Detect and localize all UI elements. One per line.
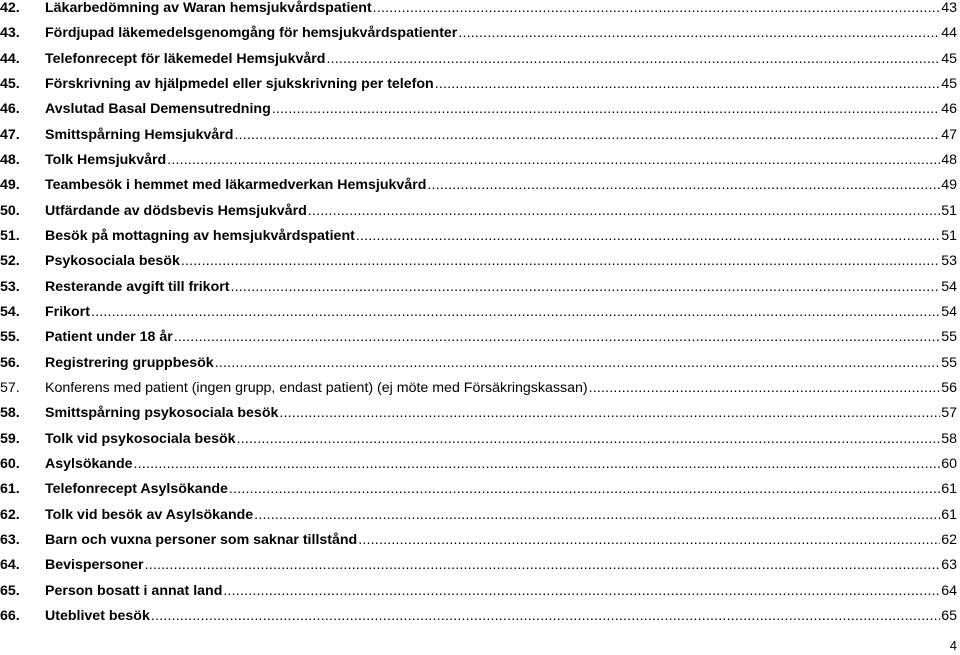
toc-entry-page[interactable]: 61 — [941, 481, 957, 498]
toc-entry-page[interactable]: 47 — [941, 126, 957, 143]
toc-entry-page[interactable]: 58 — [941, 430, 957, 447]
toc-entry-title[interactable]: Tolk vid psykosociala besök — [45, 430, 236, 447]
toc-entry-page[interactable]: 56 — [941, 379, 957, 396]
toc-entry[interactable] — [0, 228, 957, 253]
toc-entry-number: 45. — [0, 75, 20, 92]
toc-entry[interactable] — [0, 279, 957, 304]
toc-dot-leader — [356, 228, 940, 244]
toc-entry[interactable] — [0, 557, 957, 582]
toc-entry[interactable] — [0, 51, 957, 76]
toc-entry-page[interactable]: 45 — [941, 50, 957, 67]
toc-entry-page[interactable]: 51 — [941, 202, 957, 219]
toc-entry-page[interactable]: 55 — [941, 354, 957, 371]
toc-entry[interactable] — [0, 152, 957, 177]
toc-entry-number: 42. — [0, 0, 20, 16]
toc-entry-number: 63. — [0, 531, 20, 548]
toc-entry[interactable] — [0, 532, 957, 557]
toc-entry-page[interactable]: 54 — [941, 303, 957, 320]
toc-entry-title[interactable]: Uteblivet besök — [45, 607, 150, 624]
toc-entry-number: 50. — [0, 202, 20, 219]
toc-entry-page[interactable]: 53 — [941, 253, 957, 270]
toc-entry[interactable] — [0, 380, 957, 405]
toc-dot-leader — [358, 532, 940, 548]
toc-entry-title[interactable]: Konferens med patient (ingen grupp, endast patient) (ej möte med Försäkringskassan) — [45, 379, 588, 396]
toc-entry-title[interactable]: Tolk vid besök av Asylsökande — [45, 506, 254, 523]
toc-entry[interactable] — [0, 608, 957, 633]
toc-entry[interactable] — [0, 329, 957, 354]
toc-entry-title[interactable]: Smittspårning Hemsjukvård — [45, 126, 234, 143]
toc-entry-title[interactable]: Psykosociala besök — [45, 253, 180, 270]
toc-entry-page[interactable]: 62 — [941, 531, 957, 548]
toc-dot-leader — [145, 557, 941, 573]
toc-dot-leader — [174, 329, 940, 345]
page-number: 4 — [949, 638, 957, 653]
toc-entry-title[interactable]: Besök på mottagning av hemsjukvårdspatient — [45, 227, 355, 244]
toc-entry-title[interactable]: Telefonrecept Asylsökande — [45, 481, 228, 498]
toc-entry-number: 61. — [0, 481, 20, 498]
toc-entry-title[interactable]: Barn och vuxna personer som saknar tillstånd — [45, 531, 358, 548]
toc-dot-leader — [237, 431, 941, 447]
toc-entry-title[interactable]: Teambesök i hemmet med läkarmedverkan Hemsjukvård — [45, 177, 427, 194]
toc-entry-title[interactable]: Patient under 18 år — [45, 329, 173, 346]
toc-dot-leader — [435, 76, 941, 92]
toc-entry-title[interactable]: Registrering gruppbesök — [45, 354, 214, 371]
toc-entry[interactable] — [0, 253, 957, 278]
toc-dot-leader — [223, 583, 940, 599]
toc-entry[interactable] — [0, 456, 957, 481]
toc-entry-page[interactable]: 43 — [941, 0, 957, 16]
toc-entry-page[interactable]: 65 — [941, 607, 957, 624]
toc-entry-page[interactable]: 57 — [941, 405, 957, 422]
toc-entry-page[interactable]: 55 — [941, 329, 957, 346]
toc-entry-number: 66. — [0, 607, 20, 624]
toc-entry[interactable] — [0, 25, 957, 50]
toc-dot-leader — [215, 355, 941, 371]
toc-dot-leader — [373, 0, 941, 16]
toc-entry-number: 53. — [0, 278, 20, 295]
toc-entry-title[interactable]: Frikort — [45, 303, 90, 320]
toc-entry-number: 48. — [0, 151, 20, 168]
toc-dot-leader — [234, 127, 940, 143]
toc-dot-leader — [272, 101, 940, 117]
toc-entry-page[interactable]: 63 — [941, 557, 957, 574]
toc-entry[interactable] — [0, 507, 957, 532]
toc-dot-leader — [279, 405, 940, 421]
toc-entry-number: 56. — [0, 354, 20, 371]
toc-entry-title[interactable]: Avslutad Basal Demensutredning — [45, 101, 271, 118]
toc-dot-leader — [134, 456, 941, 472]
toc-dot-leader — [326, 51, 940, 67]
toc-entry-page[interactable]: 64 — [941, 582, 957, 599]
toc-entry-number: 60. — [0, 455, 20, 472]
toc-entry[interactable] — [0, 203, 957, 228]
toc-entry-number: 64. — [0, 557, 20, 574]
toc-entry-page[interactable]: 46 — [941, 101, 957, 118]
toc-entry-title[interactable]: Telefonrecept för läkemedel Hemsjukvård — [45, 50, 326, 67]
toc-entry-page[interactable]: 61 — [941, 506, 957, 523]
toc-entry-number: 46. — [0, 101, 20, 118]
toc-dot-leader — [181, 253, 940, 269]
toc-entry[interactable] — [0, 481, 957, 506]
toc-entry-title[interactable]: Person bosatt i annat land — [45, 582, 223, 599]
toc-entry-title[interactable]: Asylsökande — [45, 455, 133, 472]
toc-entry-number: 52. — [0, 253, 20, 270]
toc-entry-number: 47. — [0, 126, 20, 143]
toc-dot-leader — [308, 203, 940, 219]
toc-dot-leader — [230, 279, 940, 295]
toc-entry[interactable] — [0, 355, 957, 380]
toc-entry-number: 54. — [0, 303, 20, 320]
toc-entry-number: 62. — [0, 506, 20, 523]
toc-dot-leader — [427, 177, 940, 193]
toc-dot-leader — [151, 608, 940, 624]
toc-entry-page[interactable]: 51 — [941, 227, 957, 244]
toc-dot-leader — [254, 507, 940, 523]
toc-dot-leader — [589, 380, 941, 396]
toc-entry[interactable] — [0, 76, 957, 101]
toc-dot-leader — [458, 25, 940, 41]
toc-entry-number: 43. — [0, 25, 20, 42]
toc-entry-page[interactable]: 60 — [941, 455, 957, 472]
toc-entry[interactable] — [0, 405, 957, 430]
toc-entry-title[interactable]: Tolk Hemsjukvård — [45, 151, 167, 168]
toc-entry-number: 51. — [0, 227, 20, 244]
toc-dot-leader — [167, 152, 940, 168]
toc-entry-page[interactable]: 45 — [941, 75, 957, 92]
toc-entry-number: 57. — [0, 379, 20, 396]
toc-entry-page[interactable]: 48 — [941, 151, 957, 168]
toc-entry[interactable] — [0, 431, 957, 456]
toc-dot-leader — [91, 304, 940, 320]
toc-entry-page[interactable]: 44 — [941, 25, 957, 42]
toc-entry-number: 44. — [0, 50, 20, 67]
toc-entry-title[interactable]: Smittspårning psykosociala besök — [45, 405, 279, 422]
toc-entry-title[interactable]: Fördjupad läkemedelsgenomgång för hemsjukvårdspatienter — [45, 25, 458, 42]
toc-entry-title[interactable]: Bevispersoner — [45, 557, 144, 574]
toc-dot-leader — [229, 481, 940, 497]
toc-entry[interactable] — [0, 177, 957, 202]
toc-entry-number: 55. — [0, 329, 20, 346]
toc-entry[interactable] — [0, 0, 957, 25]
toc-entry-title[interactable]: Läkarbedömning av Waran hemsjukvårdspatient — [45, 0, 372, 16]
toc-entry-title[interactable]: Resterande avgift till frikort — [45, 278, 230, 295]
toc-entry[interactable] — [0, 101, 957, 126]
toc-entry-page[interactable]: 54 — [941, 278, 957, 295]
toc-entry[interactable] — [0, 127, 957, 152]
toc-entry-number: 58. — [0, 405, 20, 422]
toc-entry-number: 49. — [0, 177, 20, 194]
toc-entry-title[interactable]: Utfärdande av dödsbevis Hemsjukvård — [45, 202, 307, 219]
toc-entry-number: 59. — [0, 430, 20, 447]
toc-entry[interactable] — [0, 304, 957, 329]
toc-entry-number: 65. — [0, 582, 20, 599]
toc-entry[interactable] — [0, 583, 957, 608]
toc-entry-page[interactable]: 49 — [941, 177, 957, 194]
toc-entry-title[interactable]: Förskrivning av hjälpmedel eller sjukskrivning per telefon — [45, 75, 434, 92]
